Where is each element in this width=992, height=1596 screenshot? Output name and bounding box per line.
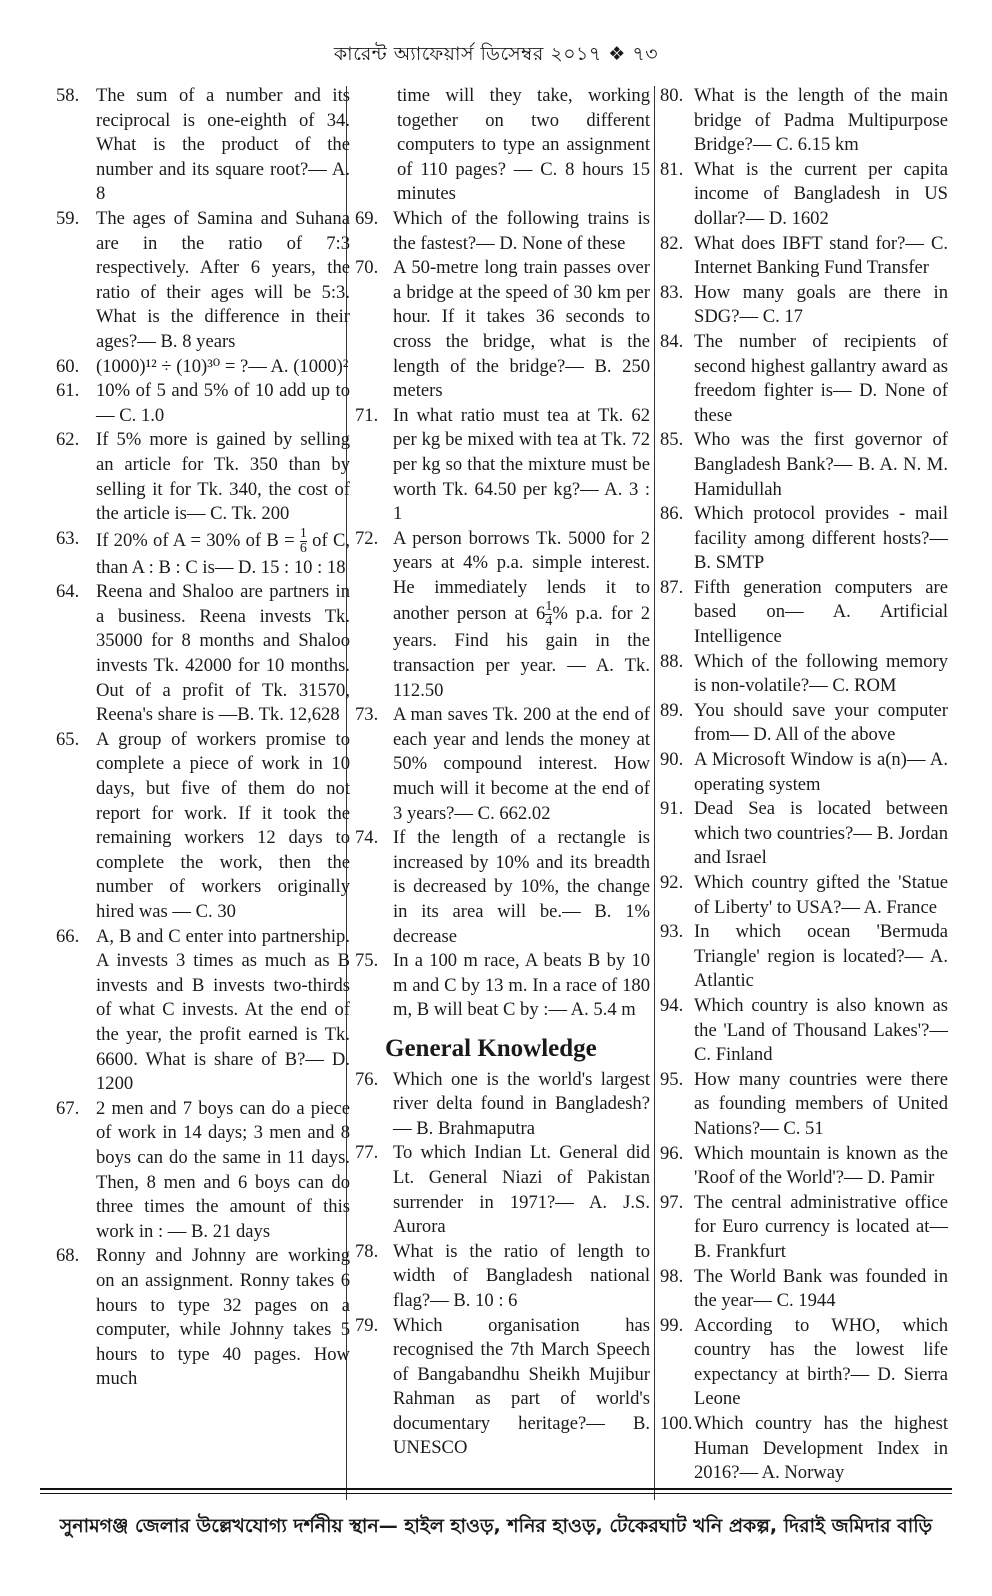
question-text: Which organisation has recognised the 7th March Speech of Bangabandhu Sheikh Mujibur Rahman as part of world's documentary heritage?— B. UNESCO	[393, 1314, 650, 1459]
question-66	[56, 925, 350, 1097]
question-number: 86.	[660, 503, 684, 525]
question-number: 90.	[660, 749, 684, 771]
question-text: In what ratio must tea at Tk. 62 per kg be mixed with tea at Tk. 72 per kg so that the mixture must be worth Tk. 64.50 per kg?— A. 3 : 1	[393, 404, 650, 525]
question-90	[660, 748, 948, 797]
fraction-numerator: 1	[545, 599, 553, 615]
question-85	[660, 428, 948, 502]
question-number: 68.	[56, 1245, 80, 1267]
question-number: 67.	[56, 1097, 80, 1119]
question-93	[660, 920, 948, 994]
question-99	[660, 1314, 948, 1412]
question-number: 93.	[660, 921, 684, 943]
question-number: 79.	[355, 1314, 379, 1336]
question-text: The number of recipients of second highest gallantry award as freedom fighter is— D. None of these	[694, 330, 948, 426]
question-text-part: If 20% of A = 30% of B =	[96, 529, 295, 551]
question-text: Dead Sea is located between which two countries?— B. Jordan and Israel	[694, 798, 948, 869]
question-59	[56, 207, 350, 355]
question-73	[355, 703, 650, 826]
question-number: 64.	[56, 581, 80, 603]
question-65	[56, 728, 350, 925]
question-84	[660, 330, 948, 428]
question-text: What is the length of the main bridge of Padma Multipurpose Bridge?— C. 6.15 km	[694, 85, 948, 156]
question-74	[355, 826, 650, 949]
question-number: 96.	[660, 1142, 684, 1164]
question-text: What is the current per capita income of Bangladesh in US dollar?— D. 1602	[694, 158, 948, 229]
question-number: 81.	[660, 158, 684, 180]
question-100	[660, 1412, 948, 1486]
question-97	[660, 1191, 948, 1265]
question-text: 10% of 5 and 5% of 10 add up to— C. 1.0	[96, 380, 350, 426]
question-82	[660, 232, 948, 281]
question-number: 59.	[56, 207, 80, 229]
question-text: Which mountain is known as the 'Roof of the World'?— D. Pamir	[694, 1142, 948, 1189]
question-number: 63.	[56, 527, 80, 549]
question-number: 76.	[355, 1068, 379, 1090]
question-text: You should save your computer from— D. All of the above	[694, 699, 948, 746]
question-72	[355, 527, 650, 704]
question-text: What does IBFT stand for?— C. Internet Banking Fund Transfer	[694, 232, 948, 279]
question-60	[56, 355, 350, 380]
section-heading: General Knowledge	[385, 1034, 597, 1062]
question-number: 69.	[355, 207, 379, 229]
question-number: 98.	[660, 1265, 684, 1287]
question-number: 61.	[56, 380, 80, 402]
question-number: 72.	[355, 527, 379, 549]
question-number: 65.	[56, 728, 80, 750]
question-text: Which of the following memory is non-volatile?— C. ROM	[694, 650, 948, 697]
question-text: A man saves Tk. 200 at the end of each year and lends the money at 50% compound interest. How much will it become at the end of 3 years?— C. 662.02	[393, 704, 650, 824]
question-70	[355, 256, 650, 404]
question-text: Which of the following trains is the fastest?— D. None of these	[393, 207, 650, 254]
question-number: 73.	[355, 704, 379, 726]
question-67	[56, 1097, 350, 1245]
question-text-part: of C, than A : B : C is— D. 15 : 10 : 18	[96, 529, 350, 578]
fraction	[300, 527, 307, 556]
question-89	[660, 699, 948, 748]
question-64	[56, 580, 350, 728]
question-text: A group of workers promise to complete a piece of work in 10 days, but five of them do not report for work. If it took the remaining workers 12 days to complete the work, then the number of workers originally hired was — C. 30	[96, 728, 350, 922]
question-number: 92.	[660, 872, 684, 893]
question-text: Which country gifted the 'Statue of Liberty' to USA?— A. France	[694, 872, 948, 918]
question-number: 75.	[355, 950, 379, 972]
question-number: 88.	[660, 650, 684, 672]
question-text: If 5% more is gained by selling an article for Tk. 350 than by selling it for Tk. 340, the cost of the article is— C. Tk. 200	[96, 429, 350, 525]
question-95	[660, 1068, 948, 1142]
question-78	[355, 1240, 650, 1314]
question-number: 78.	[355, 1240, 379, 1262]
question-number: 100.	[660, 1413, 693, 1435]
question-text: Which one is the world's largest river delta found in Bangladesh?— B. Brahmaputra	[393, 1068, 650, 1139]
question-text: Who was the first governor of Bangladesh Bank?— B. A. N. M. Hamidullah	[694, 429, 948, 500]
question-text: 2 men and 7 boys can do a piece of work in 14 days; 3 men and 8 boys can do the same in 11 days. Then, 8 men and 6 boys can do three times the amount of this work in : — B. 21 days	[96, 1097, 350, 1242]
question-text: Which protocol provides - mail facility among different hosts?— B. SMTP	[694, 503, 948, 574]
question-98	[660, 1265, 948, 1314]
question-69	[355, 207, 650, 256]
question-68-continuation: time will they take, working together on two different computers to type an assignment of 110 pages? — C. 8 hours 15 minutes	[397, 85, 650, 205]
question-text: Which country is also known as the 'Land of Thousand Lakes'?—C. Finland	[694, 994, 948, 1066]
question-number: 87.	[660, 576, 684, 598]
question-number: 97.	[660, 1191, 684, 1213]
question-number: 80.	[660, 85, 684, 106]
question-68	[56, 1244, 350, 1392]
fraction-denominator: 4	[545, 614, 553, 630]
question-80	[660, 84, 948, 158]
page-footer: সুনামগঞ্জ জেলার উল্লেখযোগ্য দর্শনীয় স্থান— হাইল হাওড়, শনির হাওড়, টেকেরঘাট খনি প্রকল্প, দিরাই জমিদার বাড়ি	[59, 1515, 933, 1537]
question-62	[56, 428, 350, 526]
question-number: 94.	[660, 994, 684, 1016]
question-number: 91.	[660, 798, 684, 820]
question-number: 74.	[355, 827, 379, 849]
question-text	[96, 527, 350, 581]
question-text: Fifth generation computers are based on— A. Artificial Intelligence	[694, 576, 948, 648]
bottom-divider	[40, 1488, 952, 1490]
question-text: Reena and Shaloo are partners in a business. Reena invests Tk. 35000 for 8 months and Shaloo invests Tk. 42000 for 10 months. Out of a profit of Tk. 31570, Reena's share is —B. Tk. 12,628	[96, 581, 350, 726]
question-text: Which country has the highest Human Development Index in 2016?— A. Norway	[694, 1413, 948, 1484]
question-75	[355, 949, 650, 1023]
question-text	[393, 527, 650, 704]
page-number: ৭৩	[632, 43, 659, 65]
question-92	[660, 871, 948, 920]
question-number: 99.	[660, 1314, 684, 1336]
question-number: 89.	[660, 699, 684, 721]
fraction-denominator: 6	[299, 540, 307, 556]
question-text: A 50-metre long train passes over a bridge at the speed of 30 km per hour. If it takes 36 seconds to cross the bridge, what is the length of the bridge?— B. 250 meters	[393, 257, 650, 402]
question-number: 85.	[660, 429, 684, 451]
question-number: 71.	[355, 404, 379, 426]
question-text: A Microsoft Window is a(n)— A. operating system	[694, 749, 948, 795]
question-number: 83.	[660, 281, 684, 303]
question-61	[56, 379, 350, 428]
question-81	[660, 158, 948, 232]
question-text: Ronny and Johnny are working on an assignment. Ronny takes 6 hours to type 32 pages on a computer, while Johnny takes 5 hours to type 40 pages. How much	[96, 1245, 350, 1390]
question-77	[355, 1141, 650, 1239]
question-number: 70.	[355, 257, 379, 279]
question-text: To which Indian Lt. General did Lt. General Niazi of Pakistan surrender in 1971?— A. J.S. Aurora	[393, 1142, 650, 1238]
question-94	[660, 994, 948, 1068]
question-71	[355, 404, 650, 527]
question-text: How many goals are there in SDG?— C. 17	[694, 281, 948, 328]
question-79	[355, 1314, 650, 1462]
question-text: How many countries were there as founding members of United Nations?— C. 51	[694, 1068, 948, 1139]
question-63	[56, 527, 350, 581]
question-text: The sum of a number and its reciprocal is one-eighth of 34. What is the product of the number and its square root?— A. 8	[96, 85, 350, 205]
question-text: The central administrative office for Euro currency is located at—B. Frankfurt	[694, 1191, 948, 1262]
column-3	[660, 84, 948, 1486]
question-76	[355, 1068, 650, 1142]
question-91	[660, 797, 948, 871]
question-88	[660, 650, 948, 699]
question-83	[660, 281, 948, 330]
question-86	[660, 502, 948, 576]
question-text: According to WHO, which country has the lowest life expectancy at birth?— D. Sierra Leone	[694, 1314, 948, 1410]
question-96	[660, 1142, 948, 1191]
question-text-part: % p.a. for 2 years. Find his gain in the transaction per year. — A. Tk. 112.50	[393, 603, 650, 701]
question-number: 95.	[660, 1068, 684, 1090]
question-number: 58.	[56, 85, 80, 106]
question-58	[56, 84, 350, 207]
page-header	[0, 40, 992, 72]
header-separator-icon: ❖	[608, 43, 626, 65]
column-divider-2	[654, 86, 655, 1500]
question-text: In a 100 m race, A beats B by 10 m and C by 13 m. In a race of 180 m, B will beat C by :— A. 5.4 m	[393, 950, 650, 1021]
question-number: 62.	[56, 429, 80, 451]
question-number: 82.	[660, 232, 684, 254]
question-number: 77.	[355, 1142, 379, 1164]
question-text: If the length of a rectangle is increased by 10% and its breadth is decreased by 10%, the change in its area will be.— B. 1% decrease	[393, 827, 650, 947]
question-text: The World Bank was founded in the year— C. 1944	[694, 1265, 948, 1312]
column-1	[56, 84, 350, 1392]
question-number: 60.	[56, 355, 80, 377]
question-text: In which ocean 'Bermuda Triangle' region is located?— A. Atlantic	[694, 921, 948, 992]
bottom-divider-thin	[40, 1493, 952, 1494]
fraction-numerator: 1	[299, 525, 307, 541]
question-text: What is the ratio of length to width of Bangladesh national flag?— B. 10 : 6	[393, 1240, 650, 1311]
column-2	[355, 84, 650, 1461]
question-number: 66.	[56, 925, 80, 947]
question-text-part: A person borrows Tk. 5000 for 2 years at 4% p.a. simple interest. He immediately lends it to another person at 6	[393, 527, 650, 625]
question-number: 84.	[660, 330, 684, 352]
question-87	[660, 576, 948, 650]
magazine-title: কারেন্ট অ্যাফেয়ার্স ডিসেম্বর ২০১৭	[333, 43, 602, 65]
question-text: (1000)¹² ÷ (10)³⁰ = ?— A. (1000)²	[96, 355, 349, 377]
question-text: The ages of Samina and Suhana are in the ratio of 7:3 respectively. After 6 years, the ratio of their ages will be 5:3. What is the difference in their ages?— B. 8 years	[96, 207, 350, 352]
question-text: A, B and C enter into partnership. A invests 3 times as much as B invests and B invests two-thirds of what C invests. At the end of the year, the profit earned is Tk. 6600. What is share of B?— D. 1200	[96, 925, 350, 1095]
